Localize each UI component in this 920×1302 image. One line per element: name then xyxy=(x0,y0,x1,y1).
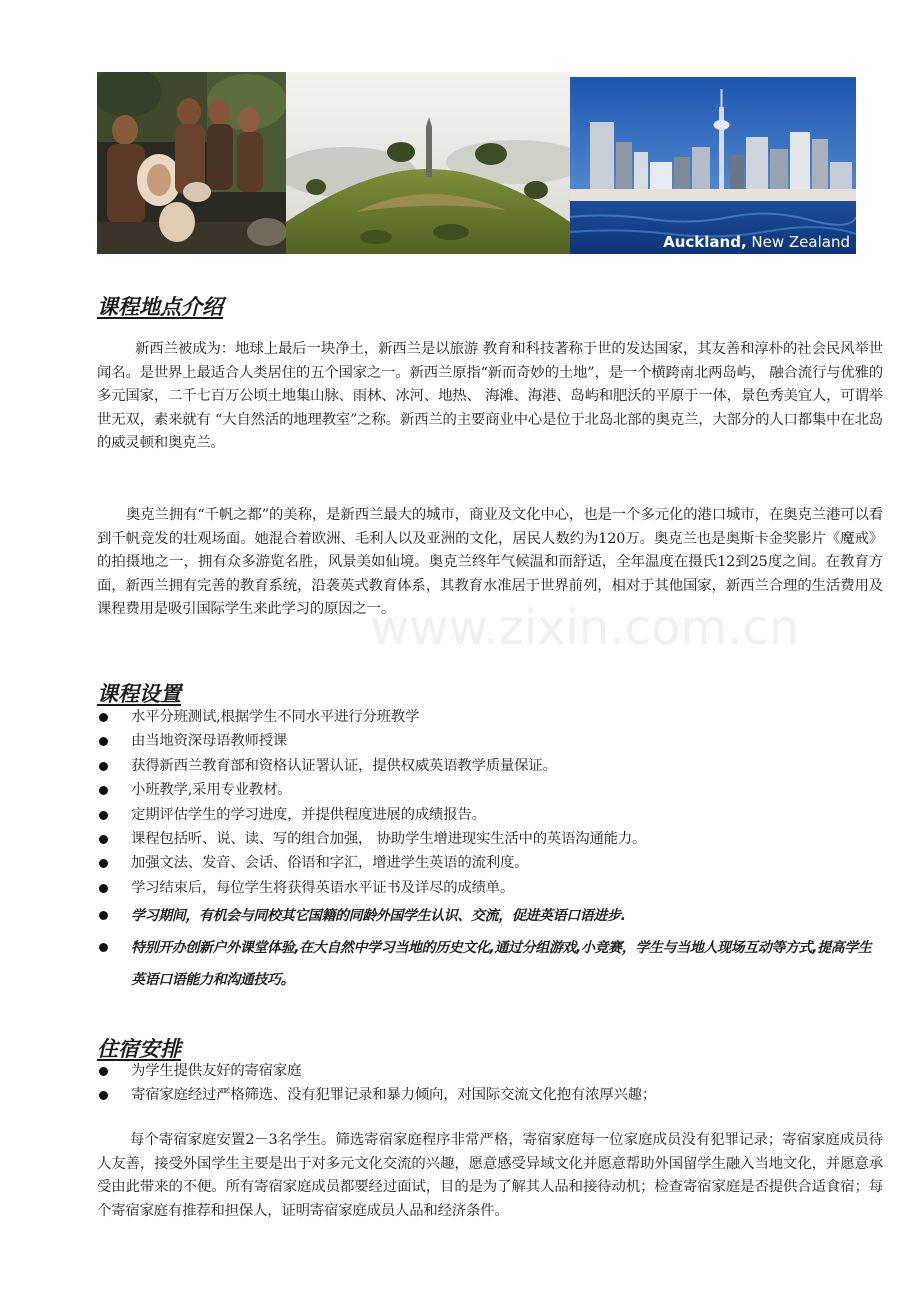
section-heading-courses: 课程设置 xyxy=(97,682,181,706)
caption-city: Auckland, xyxy=(663,233,747,251)
list-item: 学习结束后，每位学生将获得英语水平证书及详尽的成绩单。 xyxy=(97,876,883,900)
list-item: 寄宿家庭经过严格筛选、没有犯罪记录和暴力倾向，对国际交流文化抱有浓厚兴趣； xyxy=(97,1083,883,1107)
photo-caption xyxy=(663,233,850,251)
list-item: 小班教学,采用专业教材。 xyxy=(97,778,883,802)
list-item: 定期评估学生的学习进度，并提供程度进展的成绩报告。 xyxy=(97,803,883,827)
accommodation-paragraph: 每个寄宿家庭安置2－3名学生。筛选寄宿家庭程序非常严格，寄宿家庭每一位家庭成员没有犯罪记录；寄宿家庭成员待人友善，接受外国学生主要是出于对多元文化交流的兴趣，愿意感受异域文化并愿意帮助外国留学生融入当地文化，并愿意承受由此带来的不便。所有寄宿家庭成员都要经过面试，目的是为了解其人品和接待动机；检查寄宿家庭是否提供合适食宿；每个寄宿家庭有推荐和担保人，证明寄宿家庭成员人品和经济条件。 xyxy=(97,1132,883,1219)
section-heading-accommodation: 住宿安排 xyxy=(97,1037,181,1061)
list-item: 由当地资深母语教师授课 xyxy=(97,729,883,753)
list-item: 加强文法、发音、会话、俗语和字汇，增进学生英语的流利度。 xyxy=(97,851,883,875)
list-item-highlight: 学习期间，有机会与同校其它国籍的同龄外国学生认识、交流，促进英语口语进步. xyxy=(97,900,883,932)
photo-strip xyxy=(97,72,856,254)
course-list xyxy=(97,705,883,996)
section-heading-location: 课程地点介绍 xyxy=(97,295,223,319)
list-item: 水平分班测试,根据学生不同水平进行分班教学 xyxy=(97,705,883,729)
list-item-highlight: 特别开办创新户外课堂体验,在大自然中学习当地的历史文化,通过分组游戏,小竞赛，学生与当地人现场互动等方式,提高学生英语口语能力和沟通技巧。 xyxy=(97,932,883,996)
caption-country: New Zealand xyxy=(746,233,850,251)
list-item: 为学生提供友好的寄宿家庭 xyxy=(97,1059,883,1083)
maori-performers-photo xyxy=(97,72,286,254)
accommodation-list xyxy=(97,1059,883,1108)
one-tree-hill-photo xyxy=(286,72,570,254)
watermark: www.zixin.com.cn xyxy=(370,600,800,656)
list-item: 获得新西兰教育部和资格认证署认证，提供权威英语教学质量保证。 xyxy=(97,754,883,778)
location-paragraph-1: 新西兰被成为：地球上最后一块净土，新西兰是以旅游 教育和科技著称于世的发达国家，其友善和淳朴的社会民风举世闻名。是世界上最适合人类居住的五个国家之一。新西兰原指“新而奇妙的土地”，是一个横跨南北两岛屿， 融合流行与优雅的多元国家，二千七百万公顷土地集山脉、雨林、冰河、地热、 海滩、海港、岛屿和肥沃的平原于一体，景色秀美宜人，可谓举世无双，素来就有 “大自然活的地理教室”之称。新西兰的主要商业中心是位于北岛北部的奥克兰，大部分的人口都集中在北岛的威灵顿和奥克兰。 xyxy=(97,341,883,452)
list-item: 课程包括听、说、读、写的组合加强， 协助学生增进现实生活中的英语沟通能力。 xyxy=(97,827,883,851)
location-paragraph-2: 奥克兰拥有“千帆之都”的美称，是新西兰最大的城市，商业及文化中心，也是一个多元化的港口城市，在奥克兰港可以看到千帆竞发的壮观场面。她混合着欧洲、毛利人以及亚洲的文化，居民人数约为120万。奥克兰也是奥斯卡金奖影片《魔戒》的拍摄地之一，拥有众多游览名胜，风景美如仙境。奥克兰终年气候温和而舒适，全年温度在摄氏12到25度之间。在教育方面，新西兰拥有完善的教育系统，沿袭英式教育体系，其教育水准居于世界前列，相对于其他国家，新西兰合理的生活费用及课程费用是吸引国际学生来此学习的原因之一。 xyxy=(97,507,883,618)
auckland-skyline-photo xyxy=(570,77,856,254)
